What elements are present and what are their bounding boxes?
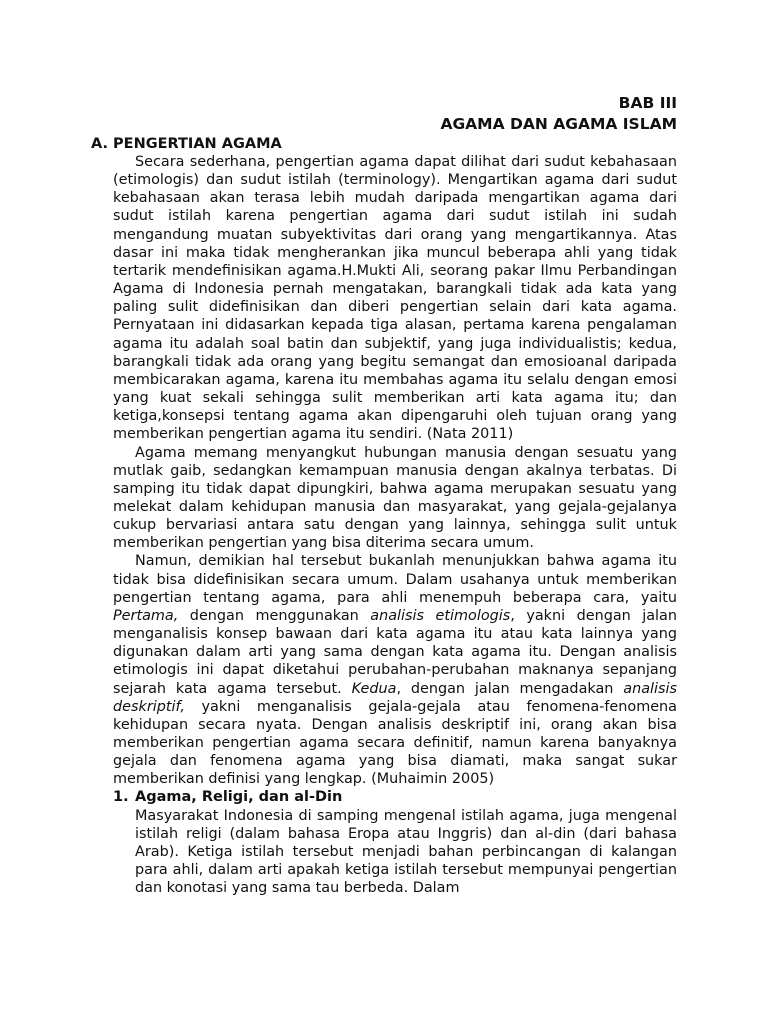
section-heading: A. PENGERTIAN AGAMA [91,136,282,152]
chapter-header [440,93,677,135]
paragraph [113,153,677,444]
italic-run: Pertama, [113,607,179,624]
italic-run: Kedua [351,680,397,697]
chapter-number: BAB III [618,94,677,112]
subsection-number: 1. [113,789,129,806]
text-run: Agama memang menyangkut hubungan manusia dengan sesuatu yang mutlak gaib, sedangkan kemampuan manusia dengan akalnya terbatas. Di samping itu tidak dapat dipungkiri, bahwa agama merupakan sesuatu yang melekat dalam kehidupan manusia dan masyarakat, yang gejala-gejalanya cukup bervariasi antara satu dengan yang lainnya, sehingga sulit untuk memberikan pengertian yang bisa diterima secara umum. [113,444,677,552]
subsection-title: Agama, Religi, dan al-Din [135,789,343,806]
subsection-paragraph: Masyarakat Indonesia di samping mengenal istilah agama, juga mengenal istilah religi (dalam bahasa Eropa atau Inggris) dan al-din (dari bahasa Arab). Ketiga istilah tersebut menjadi bahan perbincangan di kalangan para ahli, dalam arti apakah ketiga istilah tersebut mempunyai pengertian dan konotasi yang sama tau berbeda. Dalam [135,807,677,897]
paragraph [113,552,677,788]
subsection [113,788,677,897]
text-run: , yakni dengan jalan menganalisis konsep bawaan dari kata agama itu atau kata lainnya yang digunakan dalam arti yang sama dengan kata agama itu. Dengan analisis etimologis ini dapat diketahui perubahan-perubahan maknanya sepanjang sejarah kata agama tersebut. [113,607,677,697]
text-run: yakni menganalisis gejala-gejala atau fenomena-fenomena kehidupan secara nyata. Dengan analisis deskriptif ini, orang akan bisa memberikan pengertian agama secara definitif, namun karena banyaknya gejala dan fenomena agama yang bisa diamati, maka sangat sukar memberikan definisi yang lengkap. (Muhaimin 2005) [113,698,677,788]
chapter-title: AGAMA DAN AGAMA ISLAM [440,115,677,133]
italic-run: analisis etimologis [370,607,511,624]
italic-run: analisis deskriptif, [113,680,677,715]
text-run: dengan menggunakan [178,607,371,624]
text-run: Secara sederhana, pengertian agama dapat dilihat dari sudut kebahasaan (etimologis) dan sudut istilah (terminology). Mengartikan agama dari sudut kebahasaan akan terasa lebih mudah daripada mengartikan agama dari sudut istilah karena pengertian agama dari sudut istilah ini sudah mengandung muatan subyektivitas dari orang yang mengartikannya. Atas dasar ini maka tidak mengherankan jika muncul beberapa ahli yang tidak tertarik mendefinisikan agama.H.Mukti Ali, seorang pakar Ilmu Perbandingan Agama di Indonesia pernah mengatakan, barangkali tidak ada kata yang paling sulit didefinisikan dan diberi pengertian selain dari kata agama. Pernyataan ini didasarkan kepada tiga alasan, pertama karena pengalaman agama itu adalah soal batin dan subjektif, yang juga individualistis; kedua, barangkali tidak ada orang yang begitu semangat dan emosioanal daripada membicarakan agama, karena itu membahas agama itu selalu dengan emosi yang kuat sekali sehingga sulit memberikan arti kata agama itu; dan ketiga,konsepsi tentang agama akan dipengaruhi oleh tujuan orang yang memberikan pengertian agama itu sendiri. (Nata 2011) [113,154,677,443]
subsection-heading [113,788,677,806]
text-run: Namun, demikian hal tersebut bukanlah menunjukkan bahwa agama itu tidak bisa didefinisikan secara umum. Dalam usahanya untuk memberikan pengertian tentang agama, para ahli menempuh beberapa cara, yaitu [113,553,677,606]
text-run: , dengan jalan mengadakan [396,680,624,697]
body-text [113,153,677,897]
paragraph [113,444,677,553]
